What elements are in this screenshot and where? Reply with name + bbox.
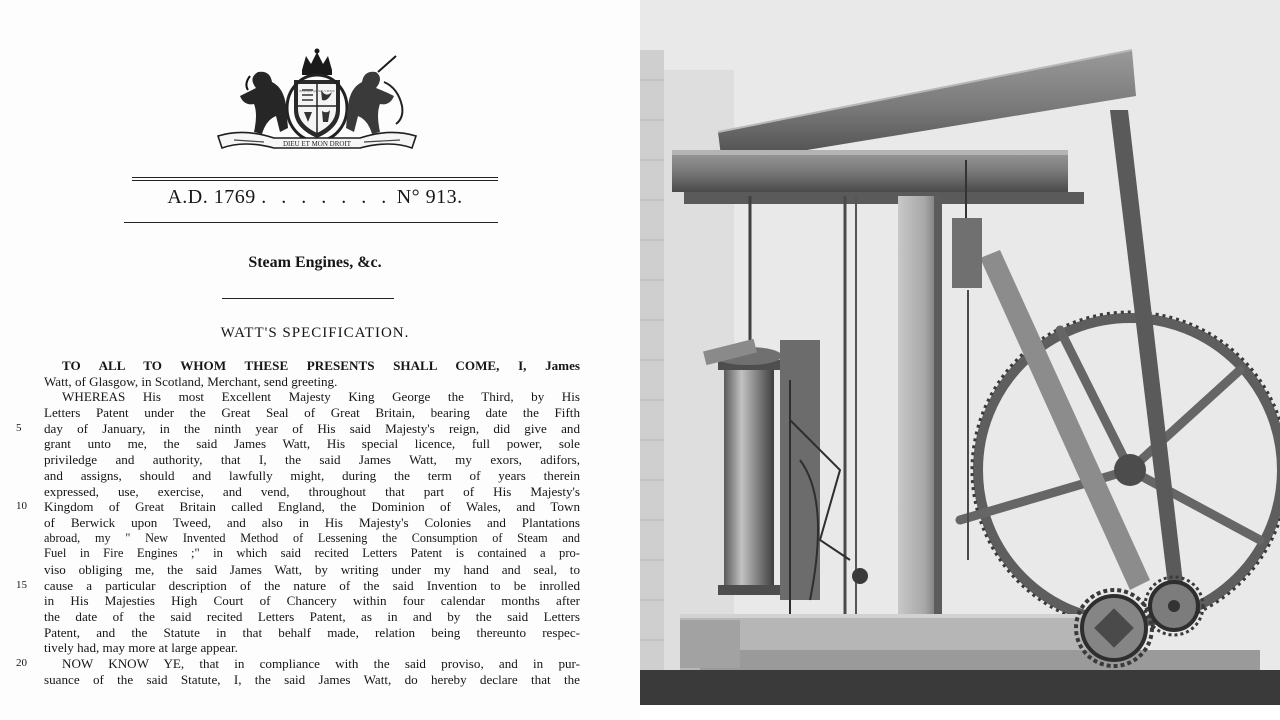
text-line: 10 Kingdom of Great Britain called England, the Dominion of Wales, and Town: [16, 499, 580, 515]
text-line: priviledge and authority, that I, the said James Watt, my exors, adifors,: [44, 452, 580, 468]
line-number: 5: [16, 421, 22, 434]
specification-text: [16, 358, 580, 687]
beam-steam-engine-photo: [640, 0, 1280, 705]
text-line: 15 cause a particular description of the nature of the said Invention to be inrolled: [16, 577, 580, 593]
top-double-rule: [132, 177, 498, 178]
royal-coat-of-arms-icon: [214, 48, 420, 154]
line-number: 20: [16, 657, 27, 670]
svg-text:DIEU ET MON DROIT: DIEU ET MON DROIT: [282, 140, 352, 148]
patent-number-line: [132, 186, 498, 209]
text-line: TO ALL TO WHOM THESE PRESENTS SHALL COME, I, James: [62, 358, 580, 373]
text-line: in His Majesties High Court of Chancery within four calendar months after: [44, 593, 580, 609]
text-line: Fuel in Fire Engines ;" in which said recited Letters Patent is contained a pro-: [44, 546, 580, 561]
top-double-rule-inner: [132, 180, 498, 181]
leader-dots: . . . . . . .: [261, 186, 392, 208]
text-line: suance of the said Statute, I, the said James Watt, do hereby declare that the: [44, 671, 580, 687]
text-line: grant unto me, the said James Watt, His special licence, full power, sole: [44, 436, 580, 452]
text-line: Patent, and the Statute in that behalf made, relation being thereunto respec-: [44, 624, 580, 640]
patent-number: N° 913.: [396, 186, 463, 208]
line-number: 10: [16, 500, 27, 513]
text-line: of Berwick upon Tweed, and also in His Majesty's Colonies and Plantations: [44, 514, 580, 530]
patent-subject: Steam Engines, &c.: [248, 254, 382, 271]
text-line: expressed, use, exercise, and vend, throughout that part of His Majesty's: [44, 483, 580, 499]
text-line: Letters Patent under the Great Seal of Great Britain, bearing date the Fifth: [44, 405, 580, 421]
specification-title: WATT'S SPECIFICATION.: [220, 325, 410, 341]
patent-year: A.D. 1769: [167, 186, 256, 208]
heading-rule: [124, 222, 498, 223]
text-line: 5 day of January, in the ninth year of His said Majesty's reign, did give and: [16, 420, 580, 436]
text-line: the date of the said recited Letters Patent, as in and by the said Letters: [44, 609, 580, 624]
text-line: abroad, my " New Invented Method of Lessening the Consumption of Steam and: [44, 530, 580, 545]
text-line: WHEREAS His most Excellent Majesty King George the Third, by His: [62, 389, 580, 405]
text-line: tively had, may more at large appear.: [44, 640, 238, 656]
short-rule: [222, 298, 394, 299]
text-line: Watt, of Glasgow, in Scotland, Merchant, send greeting.: [44, 373, 338, 389]
line-number: 15: [16, 578, 27, 591]
svg-text:HONI SOIT QUI MAL Y PENSE: HONI SOIT QUI MAL Y PENSE: [299, 90, 335, 93]
text-line: viso obliging me, the said James Watt, by writing under my hand and seal, to: [44, 561, 580, 577]
text-line: 20 NOW KNOW YE, that in compliance with the said proviso, and in pur-: [16, 656, 580, 672]
text-line: and assigns, should and lawfully might, during the term of years therein: [44, 467, 580, 483]
